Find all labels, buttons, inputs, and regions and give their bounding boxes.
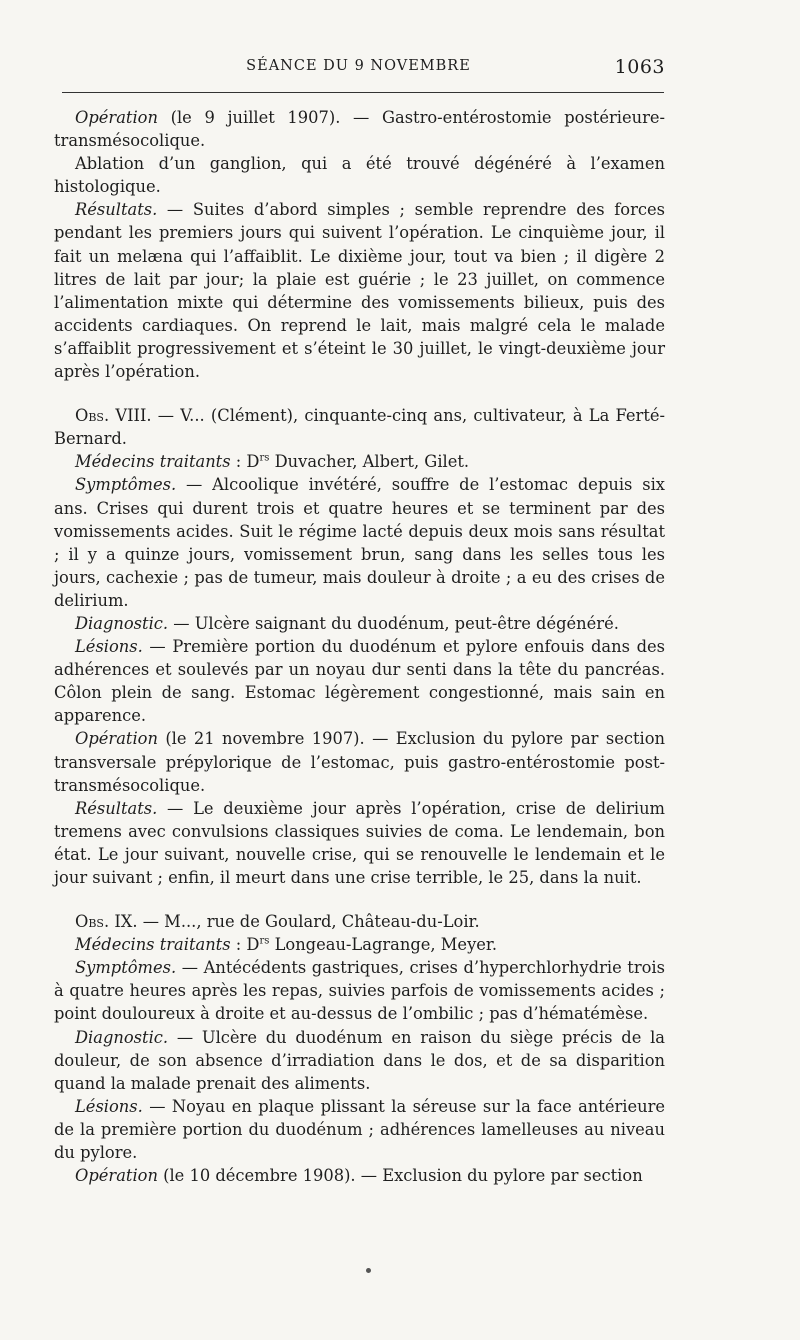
obs-viii-lesions: [54, 635, 665, 727]
lesions-label: Lésions.: [75, 1096, 143, 1116]
obs-ix-text: — M..., rue de Goulard, Château-du-Loir.: [137, 912, 480, 932]
diagnostic-text: — Ulcère saignant du duodénum, peut-être dégénéré.: [168, 613, 619, 633]
lesions-text: — Première portion du duodénum et pylore enfouis dans des adhérences et soulevés par un noyau dur senti dans la tête du pancréas. Côlon plein de sang. Estomac légèrement congestionné, mais sain en apparence.: [54, 637, 665, 726]
running-title: SÉANCE DU 9 NOVEMBRE: [246, 58, 471, 74]
obs-ix-diagnostic: [54, 1026, 665, 1095]
operation-text: (le 21 novembre 1907). — Exclusion du pylore par section transversale prépylorique de l’estomac, puis gastro-entérostomie post-transmésocolique.: [54, 729, 665, 795]
header-rule: [62, 92, 664, 93]
obs-ix-operation: [54, 1164, 665, 1187]
symptomes-text: — Antécédents gastriques, crises d’hyperchlorhydrie trois à quatre heures après les repas, suivies parfois de vomissements acides ; point douloureux à droite et au-dessus de l’ombilic ; pas d’hématémèse.: [54, 958, 665, 1024]
operation-text: (le 9 juillet 1907). — Gastro-entérostomie postérieure-transmésocolique.: [54, 108, 665, 151]
medecins-label: Médecins traitants: [75, 935, 231, 955]
obs-ix-lesions: [54, 1095, 665, 1164]
medecins-label: Médecins traitants: [75, 452, 231, 472]
symptomes-text: — Alcoolique invétéré, souffre de l’estomac depuis six ans. Crises qui durent trois et quatre heures et se terminent par des vomissements acides. Suit le régime lacté depuis deux mois sans résultat ; il y a quinze jours, vomissement brun, sang dans les selles tous les jours, cachexie ; pas de tumeur, mais douleur à droite ; a eu des crises de delirium.: [54, 475, 665, 610]
operation-text: (le 10 décembre 1908). — Exclusion du pylore par section: [157, 1166, 643, 1186]
obs-viii-heading: [54, 404, 665, 450]
obs-viii-operation: [54, 727, 665, 796]
diagnostic-text: — Ulcère du duodénum en raison du siège précis de la douleur, de son absence d’irradiation dans le dos, et de sa disparition quand la malade prenait des aliments.: [54, 1027, 665, 1093]
obs-ix-medecins: [54, 933, 665, 956]
resultats-text: — Le deuxième jour après l’opération, crise de delirium tremens avec convulsions classiques suivies de coma. Le lendemain, bon état. Le jour suivant, nouvelle crise, qui se renouvelle le lendemain et le jour suivant ; enfin, il meurt dans une crise terrible, le 25, dans la nuit.: [54, 798, 665, 887]
medecins-superscript: rs: [259, 452, 270, 464]
diagnostic-label: Diagnostic.: [75, 1027, 169, 1047]
medecins-prefix: : D: [230, 935, 260, 955]
paragraph-operation: [54, 106, 665, 152]
resultats-label: Résultats.: [75, 798, 158, 818]
symptomes-label: Symptômes.: [75, 475, 177, 495]
medecins-superscript: rs: [259, 935, 270, 947]
obs-viii-text: — V... (Clément), cinquante-cinq ans, cultivateur, à La Ferté-Bernard.: [54, 406, 665, 449]
obs-viii-diagnostic: [54, 612, 665, 635]
lesions-text: — Noyau en plaque plissant la séreuse sur la face antérieure de la première portion du duodénum ; adhérences lamelleuses au niveau du pylore.: [54, 1096, 665, 1163]
obs-viii-resultats: [54, 797, 665, 889]
operation-label: Opération: [75, 729, 158, 749]
ink-speck: [366, 1268, 371, 1273]
symptomes-label: Symptômes.: [75, 958, 177, 978]
ablation-text: Ablation d’un ganglion, qui a été trouvé dégénéré à l’examen histologique.: [54, 154, 665, 197]
obs-viii-label: Obs. VIII.: [75, 406, 152, 426]
obs-ix-heading: [54, 910, 665, 933]
operation-label: Opération: [75, 1166, 158, 1186]
medecins-names: Duvacher, Albert, Gilet.: [269, 452, 470, 472]
lesions-label: Lésions.: [75, 637, 143, 657]
obs-viii-symptomes: [54, 473, 665, 612]
medecins-names: Longeau-Lagrange, Meyer.: [269, 935, 498, 955]
medecins-prefix: : D: [230, 452, 260, 472]
obs-ix-label: Obs. IX.: [75, 912, 138, 932]
paragraph-ablation: [54, 152, 665, 198]
page-body: [54, 106, 665, 1187]
obs-ix-symptomes: [54, 956, 665, 1025]
running-header: [52, 54, 665, 84]
resultats-text: — Suites d’abord simples ; semble reprendre des forces pendant les premiers jours qui suivent l’opération. Le cinquième jour, il fait un melæna qui l’affaiblit. Le dixième jour, tout va bien ; il digère 2 litres de lait par jour; la plaie est guérie ; le 23 juillet, on commence l’alimentation mixte qui détermine des vomissements bilieux, puis des accidents cardiaques. On reprend le lait, mais malgré cela le malade s’affaiblit progressivement et s’éteint le 30 juillet, le vingt-deuxième jour après l’opération.: [54, 200, 665, 382]
obs-viii-medecins: [54, 450, 665, 473]
operation-label: Opération: [75, 108, 158, 127]
paragraph-resultats: [54, 198, 665, 383]
page-number: 1063: [614, 56, 665, 78]
resultats-label: Résultats.: [75, 200, 158, 220]
diagnostic-label: Diagnostic.: [75, 613, 169, 633]
